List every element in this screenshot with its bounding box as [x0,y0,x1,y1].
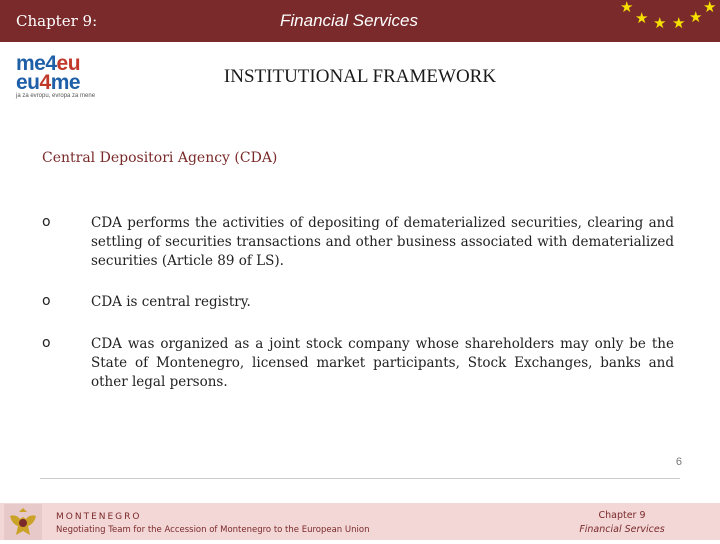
slide-title: INSTITUTIONAL FRAMEWORK [223,66,497,87]
page-number: 6 [675,456,682,468]
bullet-marker: o [42,335,51,351]
footer-divider [40,478,680,479]
bullet-item [42,293,674,312]
footer-chapter: Chapter 9 [598,510,646,521]
footer-subject: Financial Services [579,524,665,535]
footer-team: Negotiating Team for the Accession of Montenegro to the European Union [56,525,370,535]
star-icon: ★ [672,14,686,32]
logo-text-me4: me4 [16,52,57,75]
bullet-text: CDA was organized as a joint stock company whose shareholders may only be the State of Montenegro, licensed market participants, Stock Exchanges, banks and other legal persons. [91,336,674,390]
bullet-item [42,214,674,271]
montenegro-crest-icon [4,504,42,540]
star-icon: ★ [653,14,667,32]
bullet-text: CDA is central registry. [91,294,251,310]
header-subject: Financial Services [280,11,418,30]
star-icon: ★ [689,8,703,26]
eu-stars-icon [605,0,720,42]
footer-country: MONTENEGRO [56,512,142,522]
logo-text-me: me [50,71,81,94]
bullet-marker: o [42,214,51,230]
section-title: Central Depositori Agency (CDA) [42,150,278,166]
header-chapter: Chapter 9: [16,12,98,30]
logo-text-4: 4 [39,71,51,94]
logo-text-eu: eu [56,52,81,75]
logo-tagline: ja za evropu, evropa za mene [16,93,96,99]
bullet-marker: o [42,293,51,309]
star-icon: ★ [703,0,717,16]
bullet-item [42,335,674,392]
star-icon: ★ [635,9,649,27]
logo-text-eu2: eu [16,71,40,94]
star-icon: ★ [620,0,634,16]
bullet-text: CDA performs the activities of depositing of dematerialized securities, clearing and settling of securities transactions and other business associated with dematerialized securities (Article 89 of LS). [91,215,674,269]
